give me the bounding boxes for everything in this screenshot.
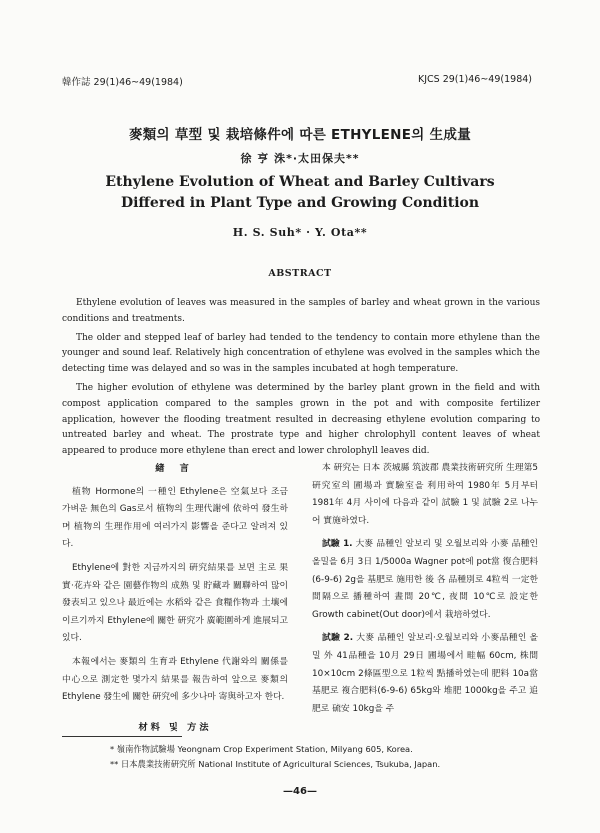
footnotes xyxy=(110,742,440,772)
abstract-paragraph: Ethylene evolution of leaves was measured in the samples of barley and wheat grown in the various conditions and treatments. xyxy=(62,298,540,324)
methods-heading: 材料 및 方法 xyxy=(138,721,212,733)
abstract-body xyxy=(62,296,540,463)
title-english-line1: Ethylene Evolution of Wheat and Barley Cultivars xyxy=(105,174,495,190)
right-column xyxy=(312,460,538,724)
abstract-paragraph: The older and stepped leaf of barley had tended to the tendency to contain more ethylene than the younger and sound leaf. Relatively high concentration of ethylene was evolved in the samples which the detecting time was delayed and so was in the samples incubated at hogh temperature. xyxy=(62,332,540,375)
authors-korean: 徐 亨 洙*·太田保夫** xyxy=(240,152,360,165)
intro-paragraph: Ethylene에 對한 지금까지의 硏究結果를 보면 主로 果實·花卉와 같은 園藝作物의 成熟 및 貯藏과 關聯하여 많이 發表되고 있으나 最近에는 水稻와 같은 食糧作物과 土壤에 이르기까지 Ethylene에 關한 硏究가 廣範圍하게 進展되고 있다. xyxy=(62,562,288,644)
journal-citation-right: KJCS 29(1)46~49(1984) xyxy=(418,74,532,85)
journal-citation-left: 韓作誌 29(1)46~49(1984) xyxy=(62,77,183,88)
intro-paragraph: 植物 Hormone의 一種인 Ethylene은 空氣보다 조금 가벼운 無色의 Gas로서 植物의 生理代謝에 依하여 發生하며 植物의 生理作用에 여러가지 影響을 준다고 알려져 있다. xyxy=(62,486,288,550)
experiment-1 xyxy=(312,536,538,624)
intro-paragraph: 本報에서는 麥類의 生育과 Ethylene 代謝와의 關係를 中心으로 測定한 몇가지 結果를 報告하여 앞으로 麥類의 Ethylene 發生에 關한 硏究에 多少나마 寄與하고자 한다. xyxy=(62,656,288,703)
experiment-2-text: 大麥 品種인 알보리·오월보리와 小麥品種인 올밀 外 41品種을 10月 29日 圃場에서 畦幅 60cm, 株間 10×10cm 2條區型으로 1粒씩 點播하였는데 肥料 10a當 基肥로 複合肥料(6-9-6) 65kg와 堆肥 1000kg을 주고 追肥로 硫安 10kg을 주 xyxy=(312,633,538,714)
abstract-heading: ABSTRACT xyxy=(268,268,332,279)
experiment-2 xyxy=(312,630,538,718)
page-number: —46— xyxy=(283,786,317,797)
experiment-2-label: 試驗 2. xyxy=(322,633,354,644)
footnote: * 嶺南作物試驗場 Yeongnam Crop Experiment Station, Milyang 605, Korea. xyxy=(110,744,413,754)
experiment-1-label: 試驗 1. xyxy=(322,539,353,550)
experiment-1-text: 大麥 品種인 알보리 및 오월보리와 小麥 品種인 올밀을 6月 3日 1/5000a Wagner pot에 pot當 復合肥料(6-9-6) 2g을 基肥로 施用한 後 各 品種別로 4粒씩 一定한 間隔으로 播種하여 晝間 20℃, 夜間 10℃로 設定한 Growth cabinet(Out door)에서 栽培하였다. xyxy=(312,539,538,620)
footnote: ** 日本農業技術硏究所 National Institute of Agricultural Sciences, Tsukuba, Japan. xyxy=(110,759,441,769)
methods-intro: 本 硏究는 日本 茨城縣 筑波郡 農業技術硏究所 生理第5硏究室의 圃場과 實驗室을 利用하여 1980年 5月부터 1981年 4月 사이에 다음과 같이 試驗 1 및 試驗 2로 나누어 實施하였다. xyxy=(312,463,538,526)
title-korean: 麥類의 草型 및 栽培條件에 따른 ETHYLENE의 生成量 xyxy=(128,127,472,143)
left-column xyxy=(62,460,288,742)
authors-english: H. S. Suh* · Y. Ota** xyxy=(232,226,368,239)
footnote-divider xyxy=(62,736,182,737)
title-english xyxy=(0,172,600,214)
intro-heading: 緖 言 xyxy=(155,463,195,474)
abstract-paragraph: The higher evolution of ethylene was determined by the barley plant grown in the field and with compost application compared to the samples grown in the pot and with composite fertilizer application, however the flooding treatment resulted in decreasing ethylene evolution comparing to untreated barley and wheat. The prostrate type and higher chrolophyll content leaves of wheat appeared to produce more ethylene than erect and lower chrolophyll leaves did. xyxy=(62,382,540,457)
title-english-line2: Differed in Plant Type and Growing Condition xyxy=(120,195,480,211)
